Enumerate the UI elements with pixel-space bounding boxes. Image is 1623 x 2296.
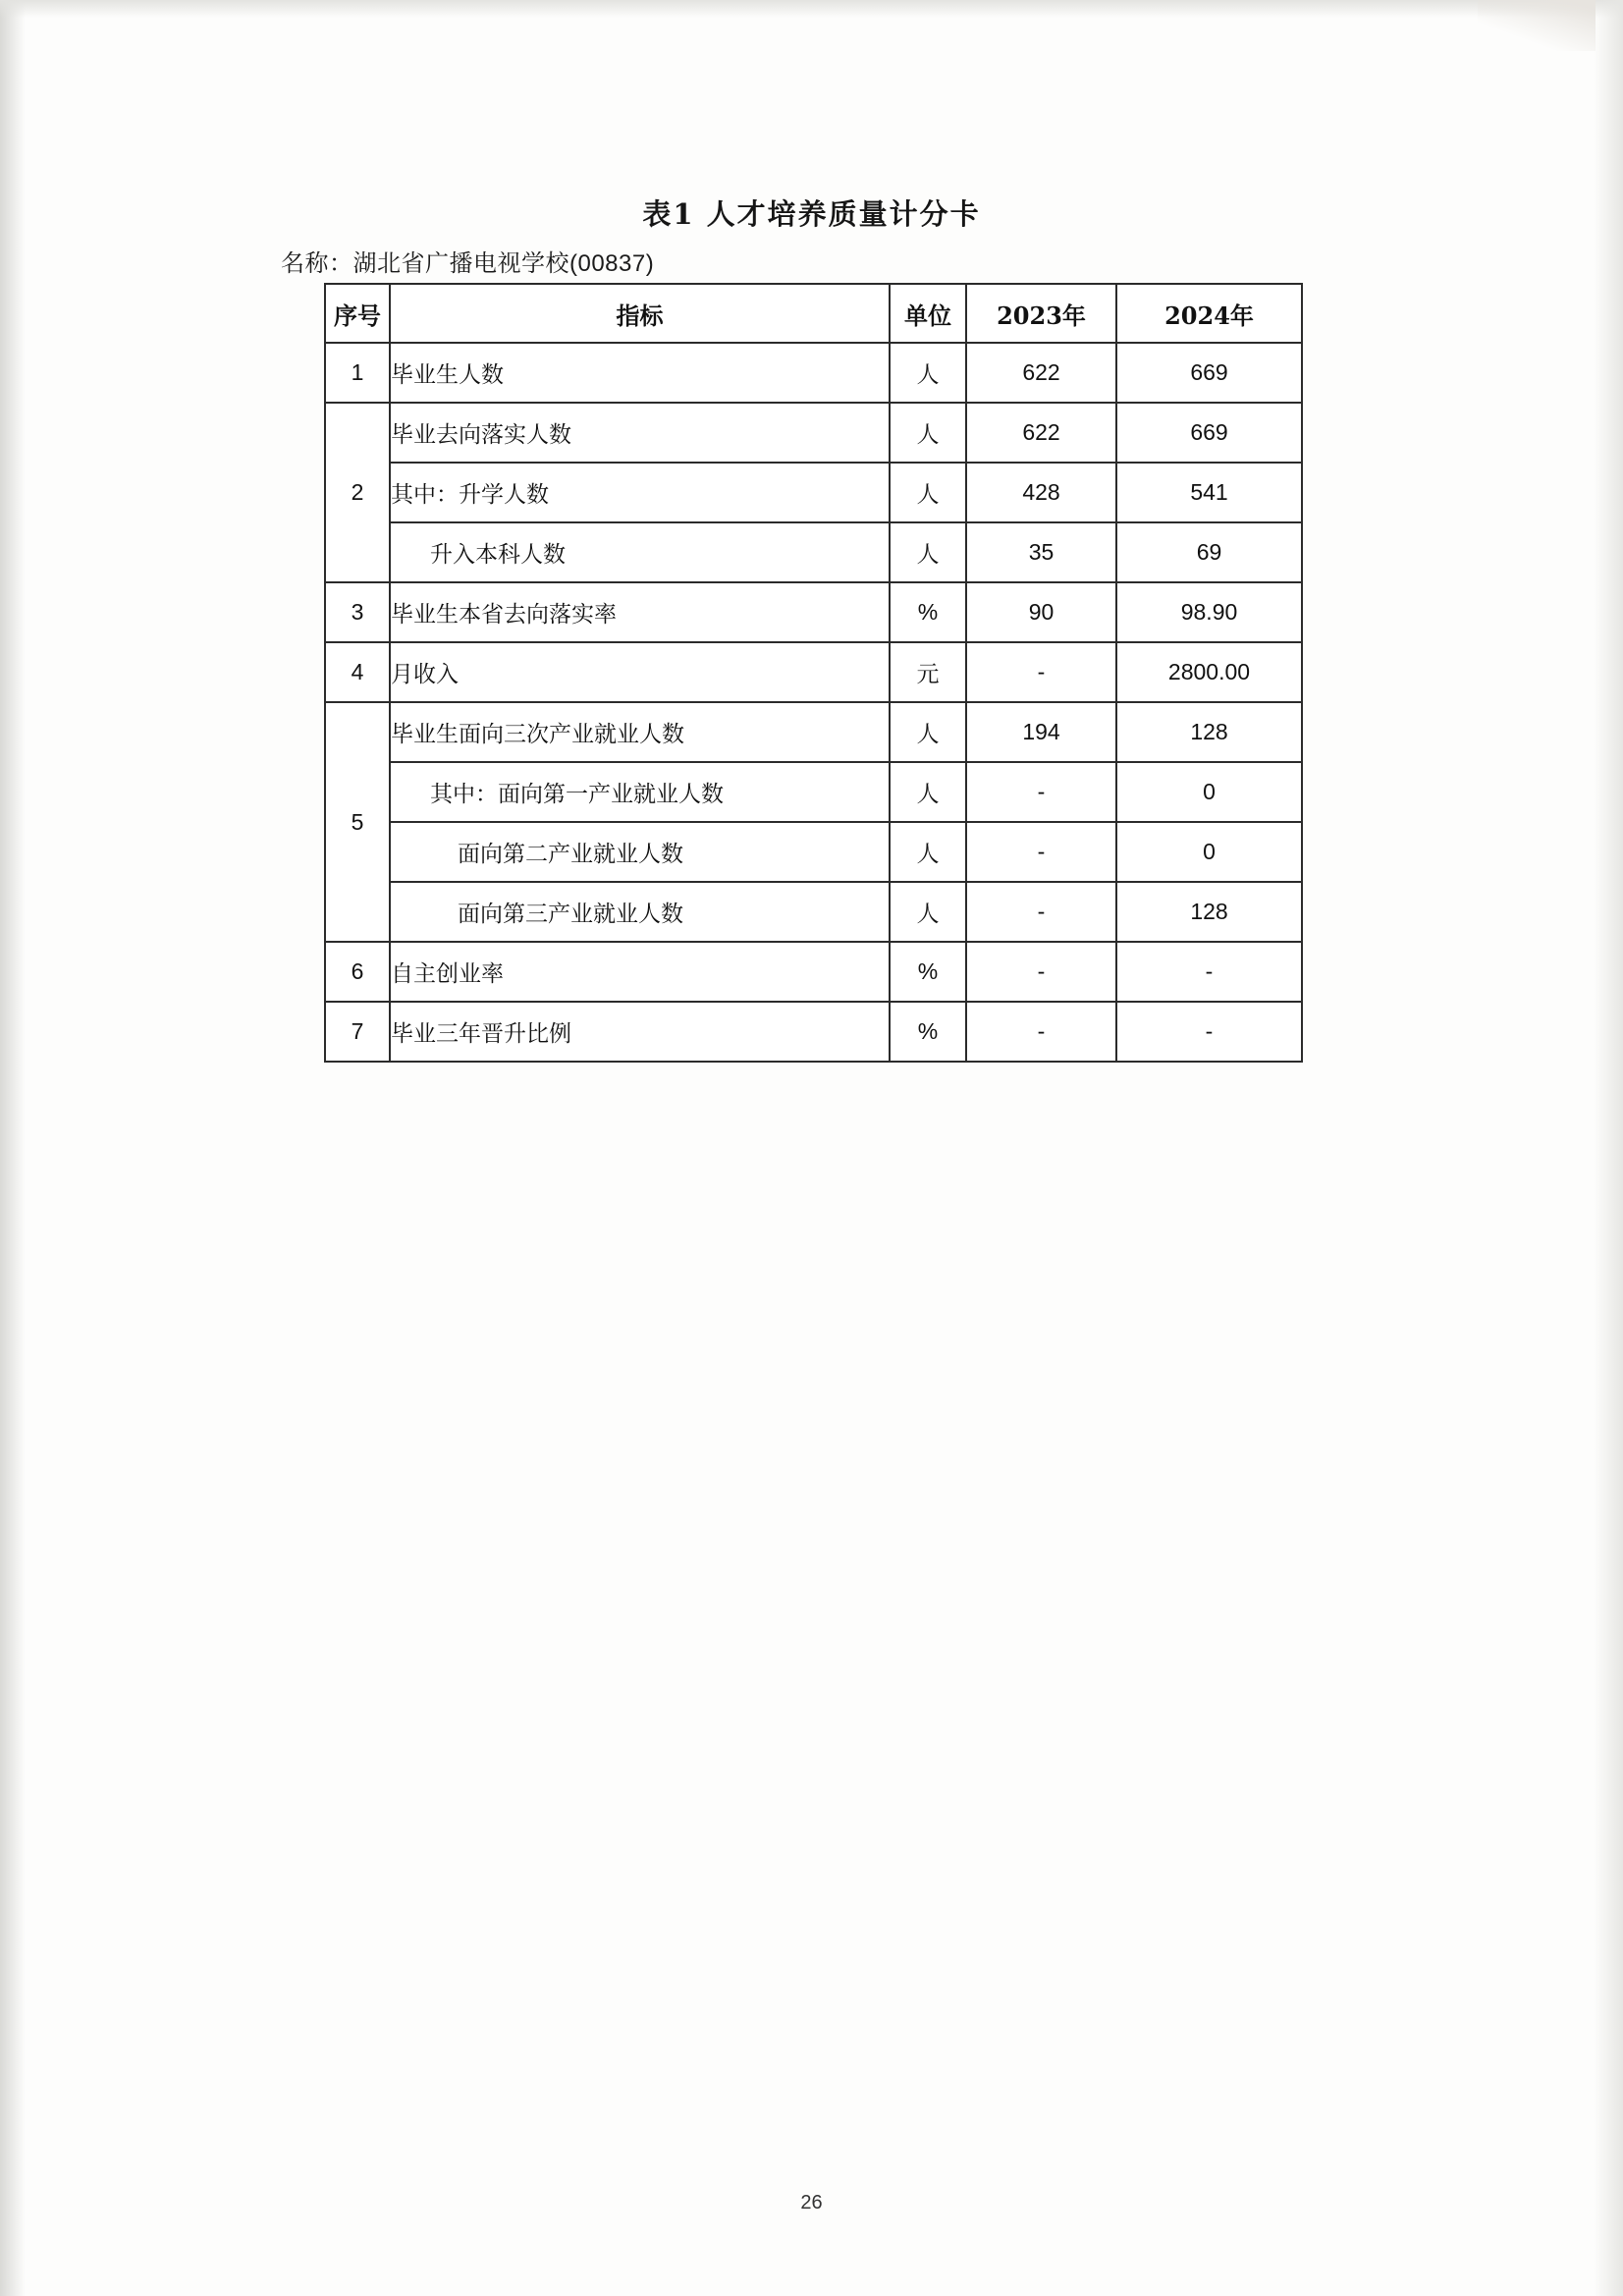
scan-shadow-left: [0, 0, 26, 2296]
cell-value-2024: 0: [1116, 762, 1302, 822]
cell-value-2023: -: [966, 642, 1116, 702]
table-row: [325, 882, 1302, 942]
cell-unit: 人: [890, 403, 966, 463]
cell-no: 6: [325, 942, 390, 1002]
table-row: [325, 702, 1302, 762]
table-row: [325, 1002, 1302, 1062]
cell-no: 3: [325, 582, 390, 642]
cell-indicator: 毕业生本省去向落实率: [390, 582, 890, 642]
column-header-indicator: 指标: [390, 284, 890, 343]
table-row: [325, 582, 1302, 642]
cell-unit: 人: [890, 463, 966, 522]
cell-value-2024: 669: [1116, 343, 1302, 403]
cell-indicator: 毕业三年晋升比例: [390, 1002, 890, 1062]
cell-unit: 人: [890, 343, 966, 403]
table-body: [325, 343, 1302, 1062]
cell-value-2023: 428: [966, 463, 1116, 522]
column-header-no: 序号: [325, 284, 390, 343]
cell-value-2023: 35: [966, 522, 1116, 582]
cell-unit: 人: [890, 762, 966, 822]
cell-value-2024: -: [1116, 942, 1302, 1002]
cell-value-2024: 98.90: [1116, 582, 1302, 642]
cell-value-2023: -: [966, 942, 1116, 1002]
cell-unit: %: [890, 942, 966, 1002]
table-row: [325, 822, 1302, 882]
cell-unit: %: [890, 582, 966, 642]
table-row: [325, 522, 1302, 582]
cell-value-2023: 622: [966, 403, 1116, 463]
cell-value-2023: 194: [966, 702, 1116, 762]
table-row: [325, 343, 1302, 403]
cell-value-2024: 69: [1116, 522, 1302, 582]
cell-no: 1: [325, 343, 390, 403]
cell-indicator: 升入本科人数: [390, 522, 890, 582]
cell-no: 5: [325, 702, 390, 942]
page-title: 表1 人才培养质量计分卡: [642, 197, 981, 231]
cell-no: 2: [325, 403, 390, 582]
cell-indicator: 其中：面向第一产业就业人数: [390, 762, 890, 822]
cell-value-2024: 541: [1116, 463, 1302, 522]
table-row: [325, 403, 1302, 463]
table-row: [325, 762, 1302, 822]
column-header-year-2024: 2024年: [1116, 284, 1302, 343]
cell-indicator: 月收入: [390, 642, 890, 702]
cell-value-2023: 622: [966, 343, 1116, 403]
cell-indicator: 毕业生面向三次产业就业人数: [390, 702, 890, 762]
scan-artifact: [1478, 0, 1596, 51]
cell-no: 7: [325, 1002, 390, 1062]
cell-value-2023: -: [966, 822, 1116, 882]
cell-indicator: 面向第二产业就业人数: [390, 822, 890, 882]
table-row: [325, 463, 1302, 522]
scan-shadow-top: [0, 0, 1623, 18]
page-number: 26: [800, 2192, 823, 2214]
cell-value-2024: -: [1116, 1002, 1302, 1062]
cell-value-2024: 2800.00: [1116, 642, 1302, 702]
cell-indicator: 毕业去向落实人数: [390, 403, 890, 463]
cell-value-2023: 90: [966, 582, 1116, 642]
column-header-year-2023: 2023年: [966, 284, 1116, 343]
cell-value-2024: 128: [1116, 702, 1302, 762]
scan-shadow-right: [1594, 0, 1623, 2296]
cell-indicator: 其中：升学人数: [390, 463, 890, 522]
table-header-row: [325, 284, 1302, 343]
cell-value-2023: -: [966, 882, 1116, 942]
cell-unit: 人: [890, 882, 966, 942]
cell-indicator: 自主创业率: [390, 942, 890, 1002]
cell-value-2024: 0: [1116, 822, 1302, 882]
cell-unit: %: [890, 1002, 966, 1062]
column-header-unit: 单位: [890, 284, 966, 343]
cell-unit: 人: [890, 702, 966, 762]
cell-value-2023: -: [966, 1002, 1116, 1062]
cell-unit: 元: [890, 642, 966, 702]
cell-indicator: 面向第三产业就业人数: [390, 882, 890, 942]
table-row: [325, 642, 1302, 702]
talent-quality-scorecard-table: [324, 283, 1303, 1063]
school-name-line: 名称：湖北省广播电视学校(00837): [281, 250, 655, 277]
cell-value-2024: 669: [1116, 403, 1302, 463]
cell-value-2024: 128: [1116, 882, 1302, 942]
cell-no: 4: [325, 642, 390, 702]
cell-unit: 人: [890, 522, 966, 582]
cell-indicator: 毕业生人数: [390, 343, 890, 403]
cell-unit: 人: [890, 822, 966, 882]
table-row: [325, 942, 1302, 1002]
cell-value-2023: -: [966, 762, 1116, 822]
